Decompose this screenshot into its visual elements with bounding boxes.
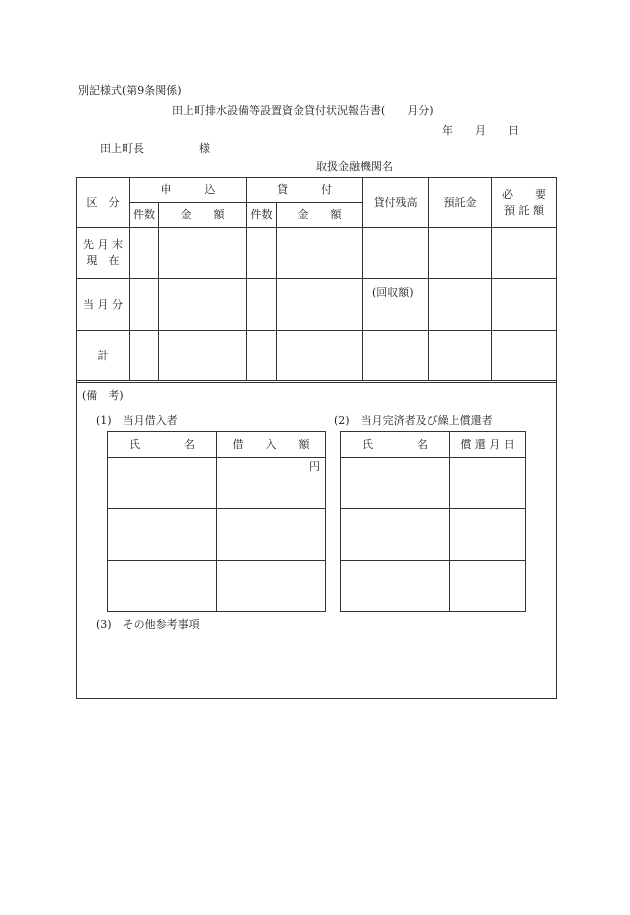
institution-label: 取扱金融機関名 — [316, 160, 393, 173]
form-label: 別記様式(第9条関係) — [78, 84, 182, 97]
section1-title: (1) 当月借入者 — [96, 414, 178, 427]
category-header: 区 分 — [86, 195, 120, 209]
application-count-header: 件数 — [133, 208, 155, 222]
addressee: 田上町長 様 — [100, 142, 210, 155]
borrower-name-header: 氏 名 — [129, 437, 195, 451]
row-label-line1: 先 月 末 — [83, 238, 123, 252]
row-label-current-month: 当 月 分 — [83, 297, 123, 311]
loan-header: 貸 付 — [277, 183, 332, 197]
deposit-header: 預託金 — [443, 195, 477, 209]
loan-count-header: 件数 — [250, 208, 273, 222]
section2-title: (2) 当月完済者及び繰上償還者 — [334, 414, 493, 427]
document-title: 田上町排水設備等設置資金貸付状況報告書( 月分) — [172, 104, 434, 117]
required-deposit-header-line1: 必 要 — [502, 187, 546, 201]
row-label-total: 計 — [97, 348, 109, 362]
loan-amount-header: 金 額 — [297, 208, 342, 222]
application-amount-header: 金 額 — [180, 208, 225, 222]
required-deposit-header-line2: 預 託 額 — [504, 203, 544, 217]
section3-title: (3) その他参考事項 — [96, 618, 200, 631]
yen-unit: 円 — [309, 460, 320, 473]
repayer-name-header: 氏 名 — [362, 437, 428, 451]
application-header: 申 込 — [160, 183, 216, 197]
loan-balance-header: 貸付残高 — [373, 195, 418, 209]
remarks-label: (備 考) — [82, 389, 124, 402]
borrowed-amount-header: 借 入 額 — [232, 437, 310, 451]
row-label-line2: 現 在 — [86, 254, 120, 267]
repayment-date-header: 償 還 月 日 — [460, 437, 515, 451]
row-label-previous-month-end — [77, 228, 129, 278]
collected-amount-label: (回収額) — [372, 286, 414, 299]
required-deposit-header — [492, 178, 556, 227]
date-line: 年 月 日 — [442, 124, 519, 137]
